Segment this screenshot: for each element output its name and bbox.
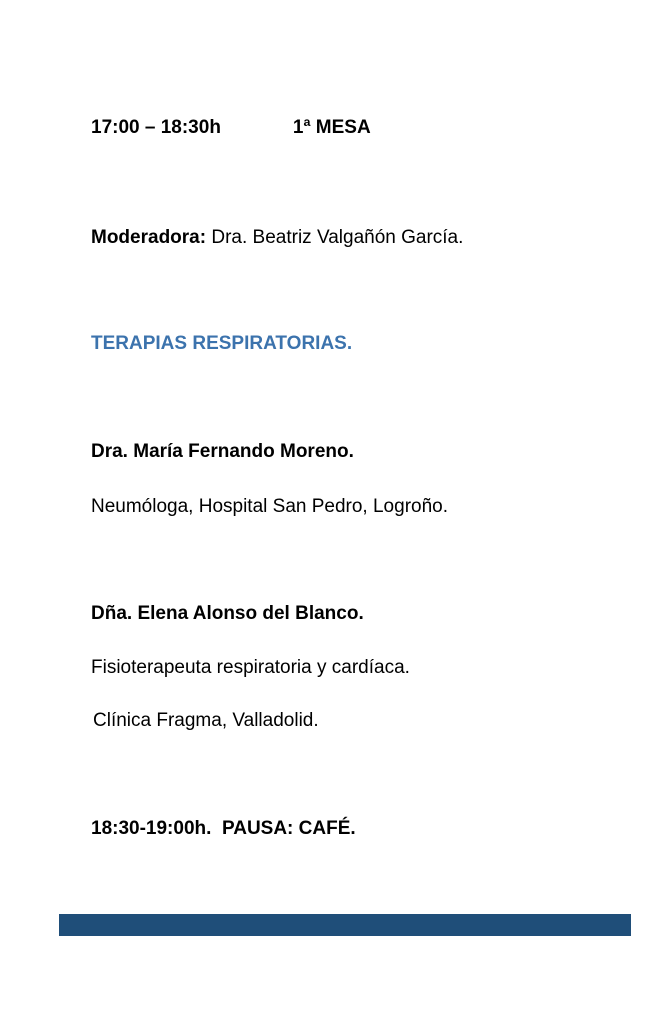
moderator-label: Moderadora:	[91, 227, 207, 248]
session-header	[91, 117, 371, 139]
moderator-line	[91, 227, 463, 249]
session-title: 1ª MESA	[292, 117, 371, 138]
speaker-2-role: Fisioterapeuta respiratoria y cardíaca.	[91, 657, 410, 678]
speaker-1-name: Dra. María Fernando Moreno.	[91, 441, 354, 462]
speaker-1-role: Neumóloga, Hospital San Pedro, Logroño.	[91, 496, 449, 517]
speaker-2-name: Dña. Elena Alonso del Blanco.	[91, 603, 364, 624]
coffee-break: 18:30-19:00h. PAUSA: CAFÉ.	[91, 818, 356, 839]
speaker-2-affiliation: Clínica Fragma, Valladolid.	[93, 710, 319, 731]
footer-bar	[59, 914, 631, 936]
moderator-name: Dra. Beatriz Valgañón García.	[211, 227, 464, 248]
session-time: 17:00 – 18:30h	[91, 117, 221, 138]
topic-heading: TERAPIAS RESPIRATORIAS.	[91, 333, 353, 354]
